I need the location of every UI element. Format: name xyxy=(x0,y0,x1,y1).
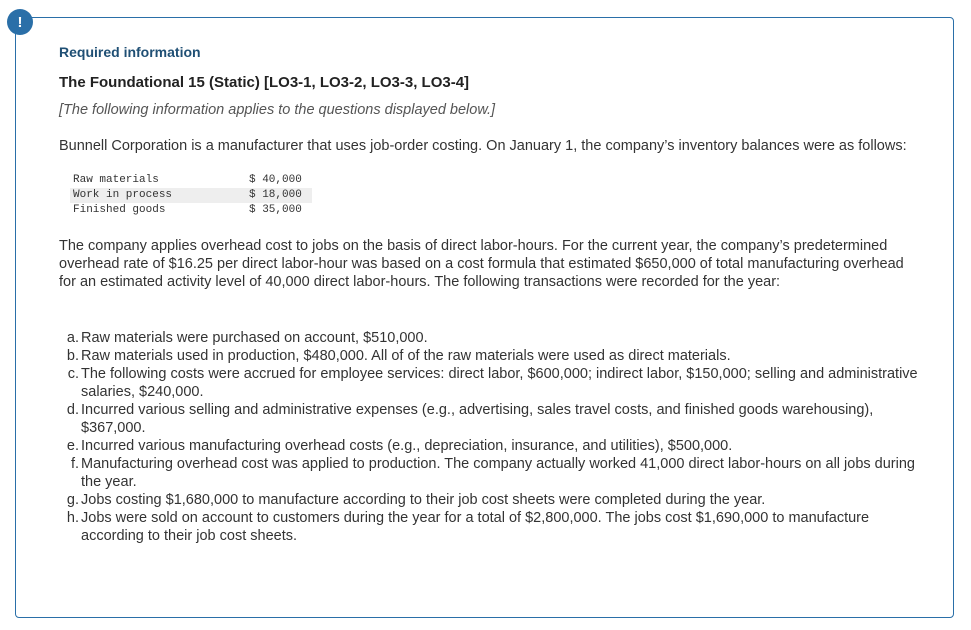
item-text: Jobs costing $1,680,000 to manufacture according to their job cost sheets were completed during the year. xyxy=(81,492,766,508)
table-row xyxy=(70,173,312,188)
item-letter: g. xyxy=(66,492,79,508)
overhead-paragraph: The company applies overhead cost to jobs on the basis of direct labor-hours. For the current year, the company’s predetermined overhead rate of $16.25 per direct labor-hour was based on a cost formula that estimated $650,000 of total manufacturing overhead for an estimated activity level of 40,000 direct labor-hours. The following transactions were recorded for the year: xyxy=(59,238,904,290)
item-letter: e. xyxy=(66,438,79,454)
transactions-list xyxy=(59,329,919,545)
required-information-label: Required information xyxy=(59,44,201,60)
inventory-balances-table xyxy=(70,173,312,218)
list-item xyxy=(59,491,919,509)
balance-amount: $ 40,000 xyxy=(249,174,302,186)
balance-amount: $ 35,000 xyxy=(249,204,302,216)
list-item xyxy=(59,401,919,437)
required-information-card xyxy=(15,17,954,618)
item-text: Jobs were sold on account to customers during the year for a total of $2,800,000. The jobs cost $1,690,000 to manufacture according to their job cost sheets. xyxy=(81,510,870,544)
list-item xyxy=(59,455,919,491)
table-row xyxy=(70,188,312,203)
list-item xyxy=(59,347,919,365)
item-letter: b. xyxy=(66,348,79,364)
list-item xyxy=(59,509,919,545)
list-item xyxy=(59,329,919,347)
balance-label: Finished goods xyxy=(73,204,166,216)
intro-paragraph: Bunnell Corporation is a manufacturer that uses job-order costing. On January 1, the company’s inventory balances were as follows: xyxy=(59,138,907,154)
item-text: Incurred various selling and administrative expenses (e.g., advertising, sales travel costs, and finished goods warehousing), $367,000. xyxy=(81,402,874,436)
item-letter: h. xyxy=(66,510,79,526)
problem-title: The Foundational 15 (Static) [LO3-1, LO3-2, LO3-3, LO3-4] xyxy=(59,74,470,91)
item-letter: d. xyxy=(66,402,79,418)
item-text: Raw materials used in production, $480,000. All of of the raw materials were used as direct materials. xyxy=(81,348,731,364)
item-letter: f. xyxy=(70,456,79,472)
balance-label: Raw materials xyxy=(73,174,159,186)
list-item xyxy=(59,437,919,455)
list-item xyxy=(59,365,919,401)
table-row xyxy=(70,203,312,218)
item-letter: a. xyxy=(66,330,79,346)
item-text: The following costs were accrued for employee services: direct labor, $600,000; indirect labor, $150,000; selling and administrative salaries, $240,000. xyxy=(81,366,918,400)
balance-amount: $ 18,000 xyxy=(246,188,312,203)
card-content xyxy=(59,43,919,545)
item-text: Raw materials were purchased on account, $510,000. xyxy=(81,330,428,346)
alert-icon: ! xyxy=(7,9,33,35)
item-letter: c. xyxy=(67,366,79,382)
item-text: Manufacturing overhead cost was applied to production. The company actually worked 41,000 direct labor-hours on all jobs during the year. xyxy=(81,456,915,490)
balance-label: Work in process xyxy=(70,188,246,203)
item-text: Incurred various manufacturing overhead costs (e.g., depreciation, insurance, and utilities), $500,000. xyxy=(81,438,733,454)
problem-subtitle: [The following information applies to the questions displayed below.] xyxy=(59,102,496,118)
